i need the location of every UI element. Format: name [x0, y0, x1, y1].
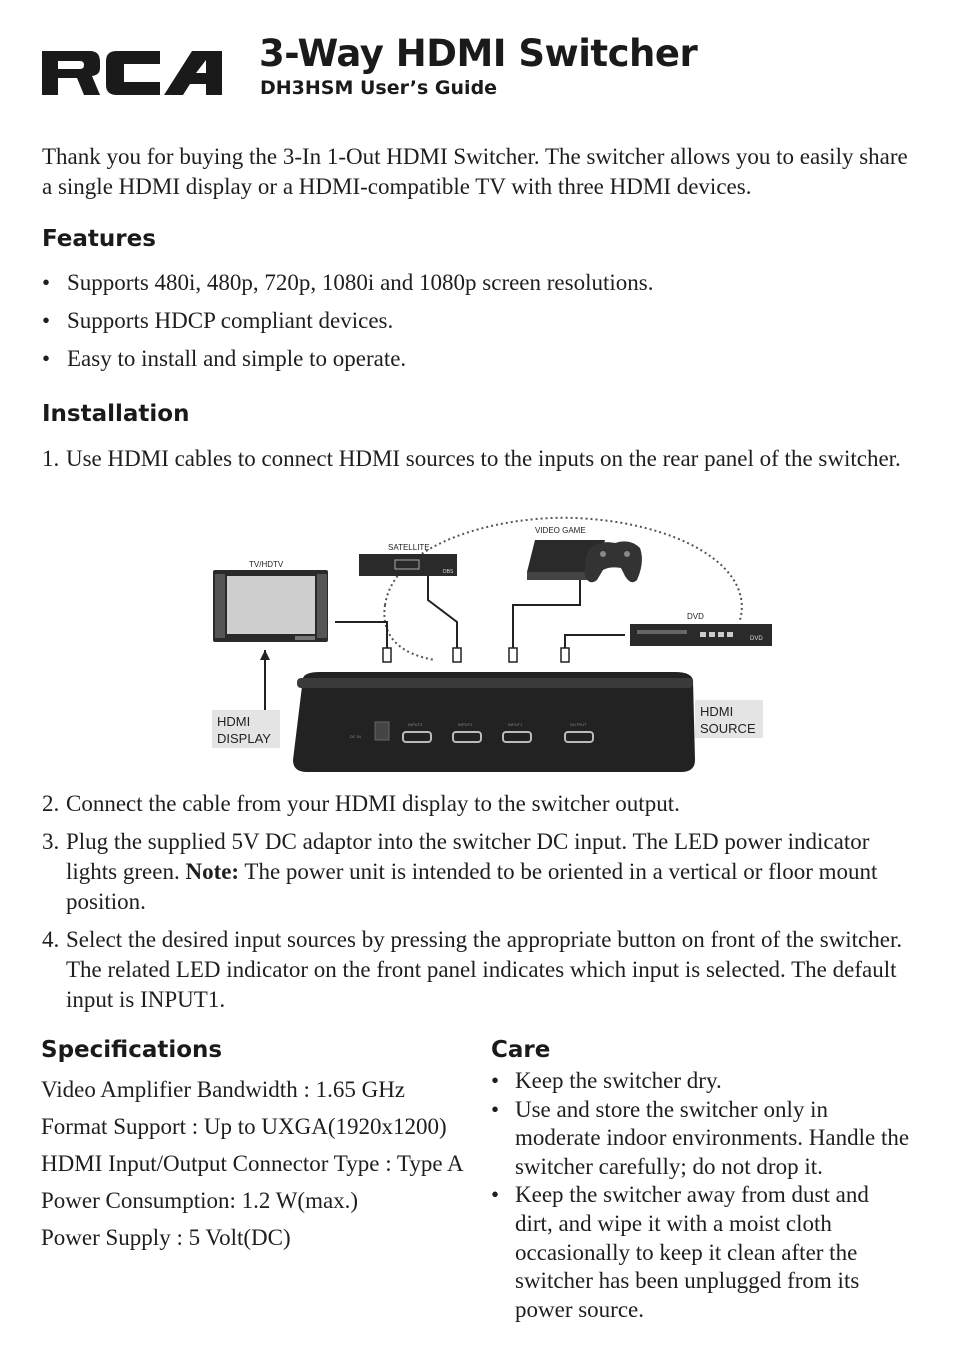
care-list	[491, 1067, 911, 1324]
hdmi-plug-icon	[453, 648, 461, 662]
step-3: 3. Plug the supplied 5V DC adaptor into the switcher DC input. The LED power indicator lights green. Note: The power unit is intended to be oriented in a vertical or floor mount position.	[42, 829, 878, 914]
dvd-player-icon	[630, 624, 772, 646]
dvd-label: DVD	[687, 612, 704, 621]
step-1: 1. Use HDMI cables to connect HDMI sources to the inputs on the rear panel of the switcher.	[42, 446, 901, 471]
satellite-brand: DBS	[443, 569, 454, 575]
tv-icon	[213, 570, 328, 642]
dvd-brand: DVD	[750, 636, 763, 642]
list-item: • Easy to install and simple to operate.	[42, 346, 407, 371]
switcher-device-icon	[293, 672, 695, 772]
hdmi-plug-icon	[561, 648, 569, 662]
hdmi-display-label: DISPLAY	[217, 731, 271, 746]
list-item: • Supports 480i, 480p, 720p, 1080i and 1080p screen resolutions.	[42, 270, 654, 295]
port-label: INPUT1	[508, 722, 523, 727]
list-item: • Use and store the switcher only in moderate indoor environments. Handle the switcher carefully; do not drop it.	[491, 1096, 910, 1179]
connection-diagram	[205, 510, 775, 785]
game-console-icon	[527, 540, 642, 582]
arrow-up-icon	[260, 650, 270, 660]
list-item: • Keep the switcher dry.	[491, 1068, 722, 1093]
features-list	[42, 268, 912, 374]
list-item: • Supports HDCP compliant devices.	[42, 308, 394, 333]
page-subtitle: DH3HSM User’s Guide	[260, 77, 498, 99]
tv-label: TV/HDTV	[249, 560, 284, 569]
list-item: Power Supply : 5 Volt(DC)	[41, 1225, 291, 1250]
note-label: Note:	[185, 859, 240, 884]
hdmi-source-label: SOURCE	[700, 721, 756, 736]
hdmi-plug-icon	[383, 648, 391, 662]
page-title: 3-Way HDMI Switcher	[259, 32, 698, 75]
intro-paragraph: Thank you for buying the 3-In 1-Out HDMI Switcher. The switcher allows you to easily share a single HDMI display or a HDMI-compatible TV with three HDMI devices.	[42, 144, 908, 199]
list-item: • Keep the switcher away from dust and dirt, and wipe it with a moist cloth occasionally to keep it clean after the switcher has been unplugged from its power source.	[491, 1182, 869, 1322]
specifications-heading: Specifications	[41, 1037, 223, 1063]
hdmi-display-label: HDMI	[217, 714, 251, 729]
hdmi-plug-icon	[509, 648, 517, 662]
care-heading: Care	[491, 1037, 551, 1063]
list-item: Power Consumption: 1.2 W(max.)	[41, 1188, 359, 1213]
port-label: DC IN	[350, 734, 361, 739]
features-heading: Features	[42, 226, 156, 252]
port-label: OUTPUT	[570, 722, 587, 727]
satellite-label: SATELLITE	[388, 543, 430, 552]
port-label: INPUT3	[408, 722, 423, 727]
step-2: 2. Connect the cable from your HDMI display to the switcher output.	[42, 791, 680, 816]
installation-heading: Installation	[42, 401, 190, 427]
port-label: INPUT2	[458, 722, 473, 727]
rca-logo	[42, 48, 222, 98]
list-item: Video Amplifier Bandwidth : 1.65 GHz	[41, 1077, 406, 1102]
list-item: Format Support : Up to UXGA(1920x1200)	[41, 1114, 447, 1139]
specifications-list	[41, 1075, 471, 1260]
step-4: 4. Select the desired input sources by pressing the appropriate button on front of the switcher. The related LED indicator on the front panel indicates which input is selected. The default input is INPUT1.	[42, 927, 903, 1012]
list-item: HDMI Input/Output Connector Type : Type A	[41, 1151, 464, 1176]
hdmi-source-label: HDMI	[700, 704, 734, 719]
videogame-label: VIDEO GAME	[535, 526, 586, 535]
